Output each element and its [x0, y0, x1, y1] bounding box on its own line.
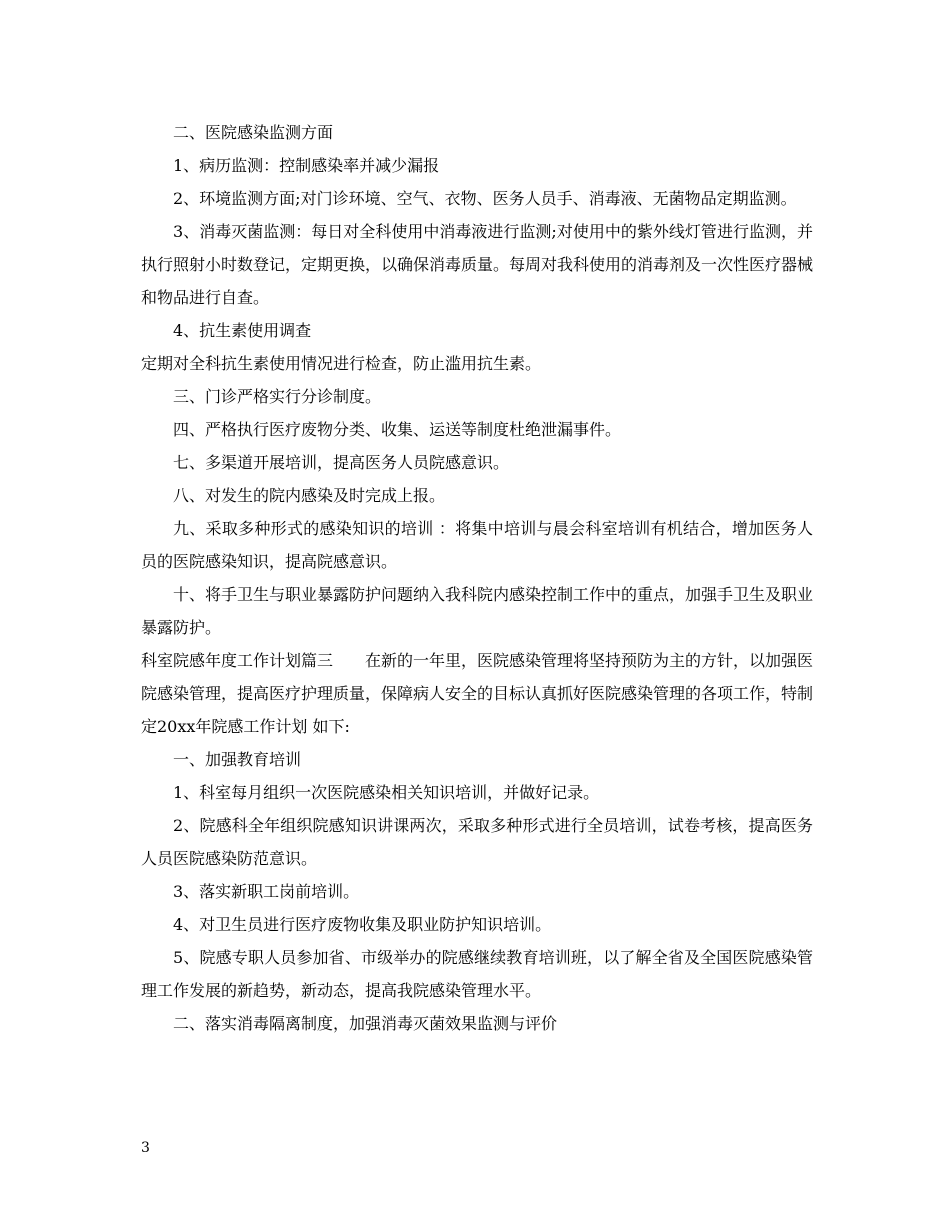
paragraph: 3、落实新职工岗前培训。 — [173, 882, 360, 901]
paragraph: 1、病历监测：控制感染率并减少漏报 — [173, 156, 440, 175]
paragraph: 一、加强教育培训 — [173, 750, 302, 769]
paragraph: 四、严格执行医疗废物分类、收集、运送等制度杜绝泄漏事件。 — [173, 420, 622, 439]
paragraph: 4、抗生素使用调查 — [173, 321, 312, 340]
page-number: 3 — [141, 1140, 150, 1156]
paragraph: 5、院感专职人员参加省、市级举办的院感继续教育培训班，以了解全省及全国医院感染管理工作发展的新趋势，新动态，提高我院感染管理水平。 — [141, 948, 813, 1000]
paragraph: 4、对卫生员进行医疗废物收集及职业防护知识培训。 — [173, 915, 552, 934]
paragraph: 定期对全科抗生素使用情况进行检查，防止滥用抗生素。 — [141, 354, 542, 373]
paragraph: 九、采取多种形式的感染知识的培训 ：将集中培训与晨会科室培训有机结合，增加医务人员的医院感染知识，提高院感意识。 — [141, 519, 813, 571]
document-body — [141, 116, 813, 1040]
paragraph: 十、将手卫生与职业暴露防护问题纳入我科院内感染控制工作中的重点，加强手卫生及职业暴露防护。 — [141, 585, 814, 637]
paragraph: 科室院感年度工作计划篇三 在新的一年里，医院感染管理将坚持预防为主的方针，以加强医院感染管理，提高医疗护理质量，保障病人安全的目标认真抓好医院感染管理的各项工作，特制定20xx年院感工作计划 如下: — [141, 651, 814, 736]
paragraph: 3、消毒灭菌监测：每日对全科使用中消毒液进行监测;对使用中的紫外线灯管进行监测，并执行照射小时数登记，定期更换，以确保消毒质量。每周对我科使用的消毒剂及一次性医疗器械和物品进行自查。 — [141, 222, 814, 307]
paragraph: 八、对发生的院内感染及时完成上报。 — [173, 486, 446, 505]
paragraph: 二、医院感染监测方面 — [173, 123, 334, 142]
paragraph: 三、门诊严格实行分诊制度。 — [173, 387, 382, 406]
paragraph: 1、科室每月组织一次医院感染相关知识培训，并做好记录。 — [173, 783, 600, 802]
paragraph: 七、多渠道开展培训，提高医务人员院感意识。 — [173, 453, 510, 472]
paragraph: 2、院感科全年组织院感知识讲课两次，采取多种形式进行全员培训，试卷考核，提高医务人员医院感染防范意识。 — [141, 816, 813, 868]
paragraph: 2、环境监测方面;对门诊环境、空气、衣物、医务人员手、消毒液、无菌物品定期监测。 — [173, 189, 797, 208]
paragraph: 二、落实消毒隔离制度，加强消毒灭菌效果监测与评价 — [173, 1014, 558, 1033]
